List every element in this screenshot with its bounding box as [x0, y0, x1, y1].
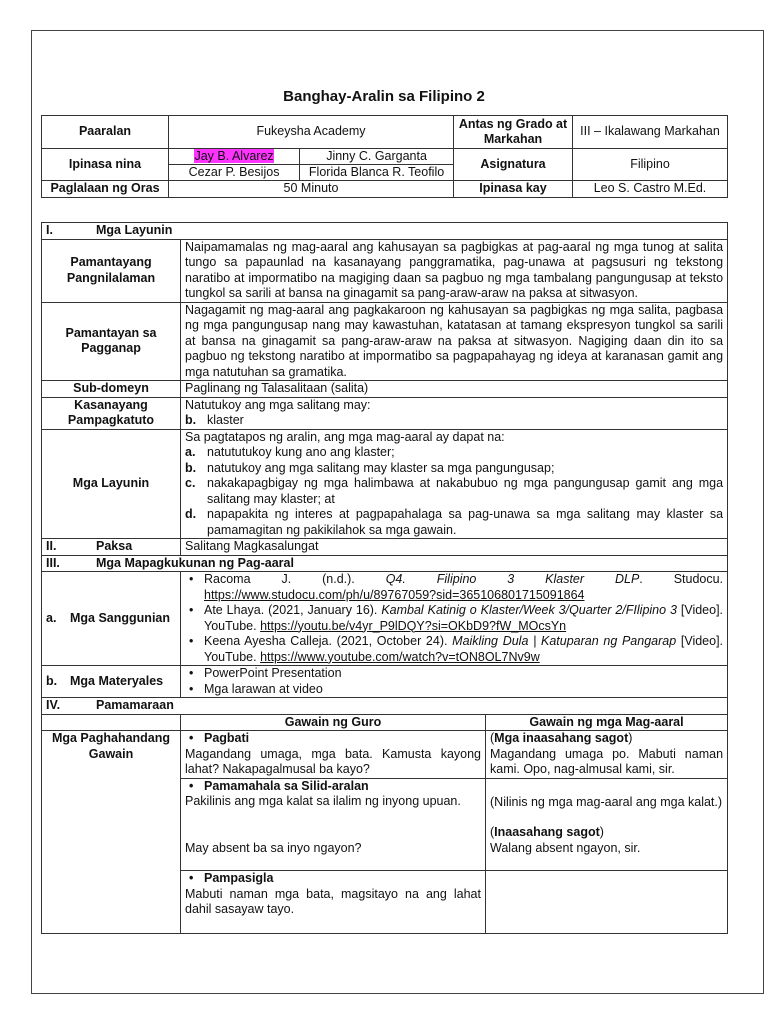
name-2: Jinny C. Garganta	[300, 149, 453, 165]
pamamahala-sagot-text-1: (Nilinis ng mga mag-aaral ang mga kalat.)	[490, 794, 723, 809]
layunin-item-c: c. nakakapagbigay ng mga halimbawa at nakabubuo ng mga pangungusap gamit ang mga salitang may klaster; at	[185, 476, 724, 506]
pampasigla-title: • Pampasigla	[204, 871, 481, 887]
paaralan-value: Fukeysha Academy	[169, 116, 454, 149]
reference-1: • Racoma J. (n.d.). Q4. Filipino 3 Klaster DLP. Studocu. https://www.studocu.com/ph/u/89767059?sid=365106801715091864	[204, 572, 723, 603]
kasanayan-cell	[181, 397, 728, 429]
pamamahala-sagot-label: (Inaasahang sagot)	[490, 825, 604, 839]
layunin-item-a: a. natututukoy kung ano ang klaster;	[185, 445, 395, 459]
names-cell	[169, 149, 454, 181]
materyales-cell	[181, 666, 728, 698]
materyales-item-2: • Mga larawan at video	[204, 682, 723, 698]
kasanayan-item: b. klaster	[185, 413, 244, 427]
reference-3: • Keena Ayesha Calleja. (2021, October 24). Maikling Dula | Katuparan ng Pangarap [Video]. YouTube. https://www.youtube.com/watch?v=tON8OL7Nv9w	[204, 634, 723, 665]
paghahandang-gawain-label: Mga Paghahandang Gawain	[42, 731, 181, 934]
col-gawain-guro: Gawain ng Guro	[181, 714, 486, 731]
sanggunian-cell	[181, 572, 728, 666]
mga-layunin-cell	[181, 429, 728, 539]
pampasigla-guro-text: Mabuti naman mga bata, magsitayo na ang lahat dahil sasayaw tayo.	[185, 886, 481, 916]
sanggunian-label: a. Mga Sanggunian	[42, 572, 181, 666]
name-4: Florida Blanca R. Teofilo	[308, 165, 445, 179]
document-title: Banghay-Aralin sa Filipino 2	[283, 88, 485, 105]
layunin-item-d: d. napapakita ng interes at pagpapahalaga sa pag-unawa sa mga salitang may klaster sa pamamagitan ng pakikilahok sa mga gawain.	[185, 507, 724, 537]
pampasigla-guro-cell	[181, 871, 486, 934]
ipinasa-kay-value: Leo S. Castro M.Ed.	[573, 181, 728, 198]
lesson-table	[41, 222, 728, 934]
asignatura-value: Filipino	[573, 149, 728, 181]
antas-label: Antas ng Grado at Markahan	[454, 116, 573, 149]
pagbati-sagot-cell	[486, 731, 728, 779]
pamamahala-sagot-cell	[486, 778, 728, 871]
mga-layunin-label: Mga Layunin	[42, 429, 181, 539]
pamamahala-sagot-text-2: Walang absent ngayon, sir.	[490, 840, 641, 855]
pagbati-guro-cell	[181, 731, 486, 779]
oras-label: Paglalaan ng Oras	[42, 181, 169, 198]
pagbati-guro-text: Magandang umaga, mga bata. Kamusta kayong lahat? Nakapagalmusal ba kayo?	[185, 746, 481, 776]
paaralan-label: Paaralan	[42, 116, 169, 149]
subdomeyn-label: Sub-domeyn	[42, 381, 181, 398]
paksa-value: Salitang Magkasalungat	[181, 539, 728, 556]
ipinasa-kay-label: Ipinasa kay	[454, 181, 573, 198]
kasanayan-intro: Natutukoy ang mga salitang may:	[185, 397, 371, 412]
pagbati-sagot-text: Magandang umaga po. Mabuti naman kami. Opo, nag-almusal kami, sir.	[490, 746, 724, 776]
ipinasa-nina-label: Ipinasa nina	[42, 149, 169, 181]
asignatura-label: Asignatura	[454, 149, 573, 181]
empty-header-cell	[42, 714, 181, 731]
antas-value: III – Ikalawang Markahan	[573, 116, 728, 149]
pamamahala-title: • Pamamahala sa Silid-aralan	[204, 779, 481, 795]
pamamahala-guro-cell	[181, 778, 486, 871]
pampasigla-sagot-cell	[486, 871, 728, 934]
oras-value: 50 Minuto	[169, 181, 454, 198]
col-gawain-magaaral: Gawain ng mga Mag-aaral	[486, 714, 728, 731]
reference-3-link[interactable]: https://www.youtube.com/watch?v=tON8OL7Nv9w	[260, 649, 540, 664]
pagbati-sagot-label: (Mga inaasahang sagot)	[490, 731, 633, 745]
pamantayang-pangnilalaman-text: Naipamamalas ng mag-aaral ang kahusayan sa pagbigkas at pag-aaral ng mga tunog at salita tungo sa papaunlad na kasanayang panggramatika, pag-unawa at pagsusuri ng tekstong naratibo at impormatibo na magiging daan sa pagbuo ng mga tambalang pangungusap at teksto tungkol sa sarili at bansa na ginagamit sa pang-araw-araw na paksa at sitwasyon.	[181, 239, 728, 302]
name-1: Jay B. Alvarez	[169, 149, 300, 165]
section-3-header: III. Mga Mapagkukunan ng Pag-aaral	[42, 555, 728, 572]
kasanayan-label: Kasanayang Pampagkatuto	[42, 397, 181, 429]
section-4-header: IV. Pamamaraan	[42, 698, 728, 715]
subdomeyn-value: Paglinang ng Talasalitaan (salita)	[181, 381, 728, 398]
layunin-intro: Sa pagtatapos ng aralin, ang mga mag-aaral ay dapat na:	[185, 429, 505, 444]
pamamahala-guro-text-2: May absent ba sa inyo ngayon?	[185, 840, 362, 855]
reference-2-link[interactable]: https://youtu.be/v4yr_P9lDQY?si=OKbD9?fW_MOcsYn	[260, 618, 567, 633]
section-1-header: I. Mga Layunin	[42, 223, 728, 240]
reference-1-link[interactable]: https://www.studocu.com/ph/u/89767059?sid=365106801715091864	[204, 587, 585, 602]
section-2-header: II. Paksa	[42, 539, 181, 556]
pagbati-title: • Pagbati	[204, 731, 481, 747]
layunin-item-b: b. natutukoy ang mga salitang may klaster sa mga pangungusap;	[185, 460, 555, 475]
name-3: Cezar P. Besijos	[169, 165, 300, 181]
materyales-label: b. Mga Materyales	[42, 666, 181, 698]
materyales-item-1: • PowerPoint Presentation	[204, 666, 723, 682]
pamantayan-pagganap-text: Nagagamit ng mag-aaral ang pagkakaroon ng kahusayan sa pagbigkas ng mga salita, pagbasa ng mga pangungusap nang may kawastuhan, katatasan at tamang ekspresyon tungkol sa sarili at bansa na ginagamit sa pang-araw-araw na paksa at sitwasyon. Nagiging daan din ito sa pagbuo ng tekstong naratibo at impormatibo sa pagpapahayag ng ideya at karanasan gamit ang mga natutuhan sa gramatika.	[181, 302, 728, 381]
pamantayan-pagganap-label: Pamantayan sa Pagganap	[42, 302, 181, 381]
pamamahala-guro-text-1: Pakilinis ang mga kalat sa ilalim ng inyong upuan.	[185, 794, 461, 808]
pamantayang-pangnilalaman-label: Pamantayang Pangnilalaman	[42, 239, 181, 302]
info-table	[41, 115, 728, 198]
reference-2: • Ate Lhaya. (2021, January 16). Kambal Katinig o Klaster/Week 3/Quarter 2/FIlipino 3 [Video]. YouTube. https://youtu.be/v4yr_P9lDQY?si=OKbD9?fW_MOcsYn	[204, 603, 723, 634]
